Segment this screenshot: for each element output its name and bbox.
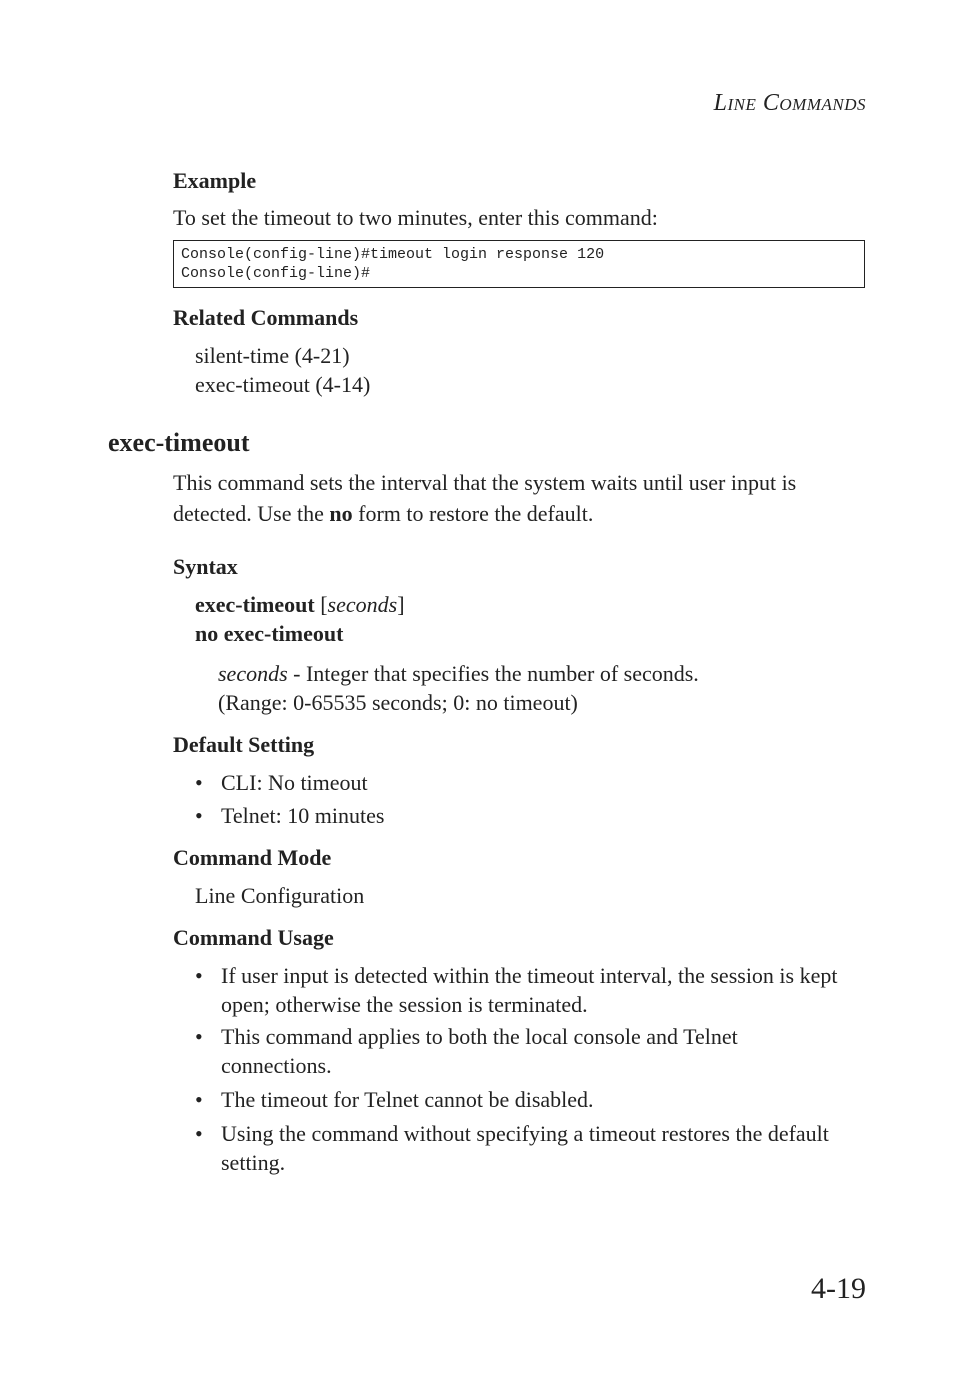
section-title: exec-timeout [108,428,250,457]
example-intro: To set the timeout to two minutes, enter this command: [173,205,658,230]
example-heading: Example [173,168,257,193]
command-mode-heading: Command Mode [173,845,332,870]
usage-item-line: Using the command without specifying a timeout restores the default [221,1121,829,1146]
bullet: • [195,803,203,828]
bullet: • [195,1121,203,1146]
default-setting-heading: Default Setting [173,732,315,757]
code-line: Console(config-line)#timeout login response 120 [181,246,605,263]
usage-item-line: open; otherwise the session is terminated. [221,992,588,1017]
code-line: Console(config-line)# [181,265,371,282]
section-description-line: detected. Use the no form to restore the default. [173,501,594,526]
usage-item-line: connections. [221,1053,332,1078]
default-setting-item: Telnet: 10 minutes [221,803,385,828]
parameter-range: (Range: 0-65535 seconds; 0: no timeout) [218,690,578,715]
related-command-item: silent-time (4-21) [195,343,350,368]
syntax-heading: Syntax [173,554,238,579]
related-commands-heading: Related Commands [173,305,359,330]
section-description-line: This command sets the interval that the system waits until user input is [173,470,797,495]
command-usage-heading: Command Usage [173,925,334,950]
bullet: • [195,1087,203,1112]
bullet: • [195,1024,203,1049]
page-number: 4-19 [811,1272,866,1305]
default-setting-item: CLI: No timeout [221,770,368,795]
bullet: • [195,770,203,795]
command-mode-value: Line Configuration [195,883,365,908]
usage-item-line: This command applies to both the local console and Telnet [221,1024,738,1049]
usage-item-line: setting. [221,1150,286,1175]
syntax-command: exec-timeout [seconds] [195,592,405,617]
code-block [173,240,865,288]
related-command-item: exec-timeout (4-14) [195,372,371,397]
parameter-description: seconds - Integer that specifies the number of seconds. [218,661,699,686]
usage-item-line: If user input is detected within the timeout interval, the session is kept [221,963,838,988]
usage-item-line: The timeout for Telnet cannot be disabled. [221,1087,594,1112]
bullet: • [195,963,203,988]
running-header: LINE COMMANDS [713,90,866,116]
syntax-command-no: no exec-timeout [195,621,344,646]
